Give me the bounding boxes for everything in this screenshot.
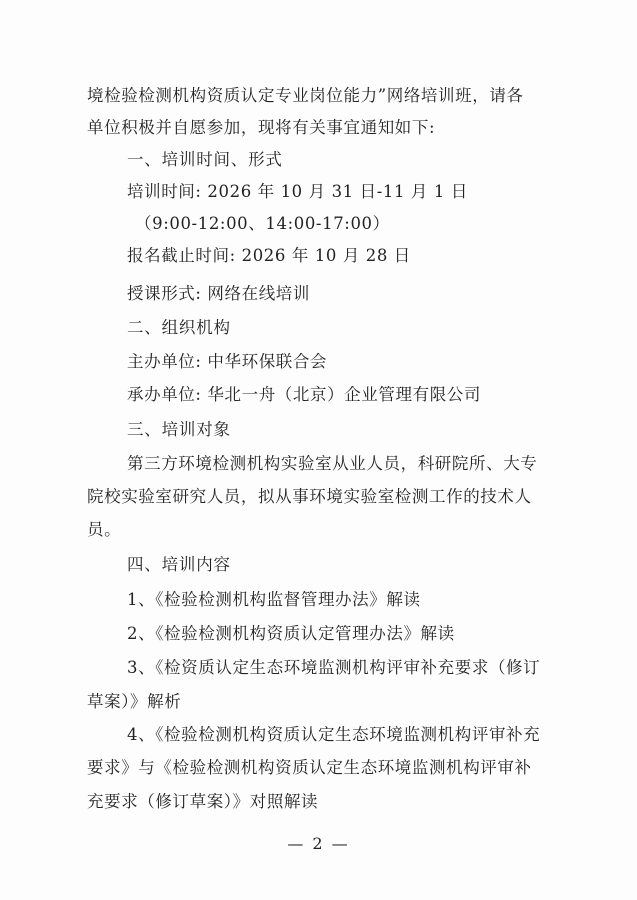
paragraph-line: 授课形式: 网络在线培训 — [127, 284, 311, 303]
section-heading: 四、培训内容 — [127, 555, 231, 574]
paragraph-line: 主办单位: 中华环保联合会 — [127, 352, 328, 371]
list-item: 3、《检资质认定生态环境监测机构评审补充要求（修订 — [127, 658, 541, 677]
paragraph-line: 第三方环境检测机构实验室从业人员，科研院所、大专 — [127, 454, 538, 473]
paragraph-line: 单位积极并自愿参加，现将有关事宜通知如下: — [87, 118, 436, 137]
section-heading: 二、组织机构 — [127, 318, 231, 337]
list-item-continuation: 充要求（修订草案）》对照解读 — [87, 792, 319, 811]
paragraph-line: 员。 — [87, 520, 122, 539]
paragraph-line: 承办单位: 华北一舟（北京）企业管理有限公司 — [127, 385, 482, 404]
list-item: 2、《检验检测机构资质认定管理办法》解读 — [127, 624, 455, 643]
paragraph-line: 院校实验室研究人员，拟从事环境实验室检测工作的技术人 — [87, 487, 532, 506]
list-item-continuation: 要求》与《检验检测机构资质认定生态环境监测机构评审补 — [87, 758, 532, 777]
paragraph-line: 境检验检测机构资质认定专业岗位能力”网络培训班，请各 — [87, 86, 524, 105]
paragraph-line: 报名截止时间: 2026 年 10 月 28 日 — [127, 246, 411, 265]
list-item-continuation: 草案）》解析 — [87, 692, 182, 711]
list-item: 4、《检验检测机构资质认定生态环境监测机构评审补充 — [127, 725, 541, 744]
section-heading: 一、培训时间、形式 — [127, 150, 283, 169]
paragraph-line: （9:00-12:00、14:00-17:00） — [135, 214, 390, 233]
section-heading: 三、培训对象 — [127, 420, 231, 439]
paragraph-line: 培训时间: 2026 年 10 月 31 日-11 月 1 日 — [127, 182, 468, 201]
page-number: — 2 — — [287, 834, 350, 853]
list-item: 1、《检验检测机构监督管理办法》解读 — [127, 590, 421, 609]
